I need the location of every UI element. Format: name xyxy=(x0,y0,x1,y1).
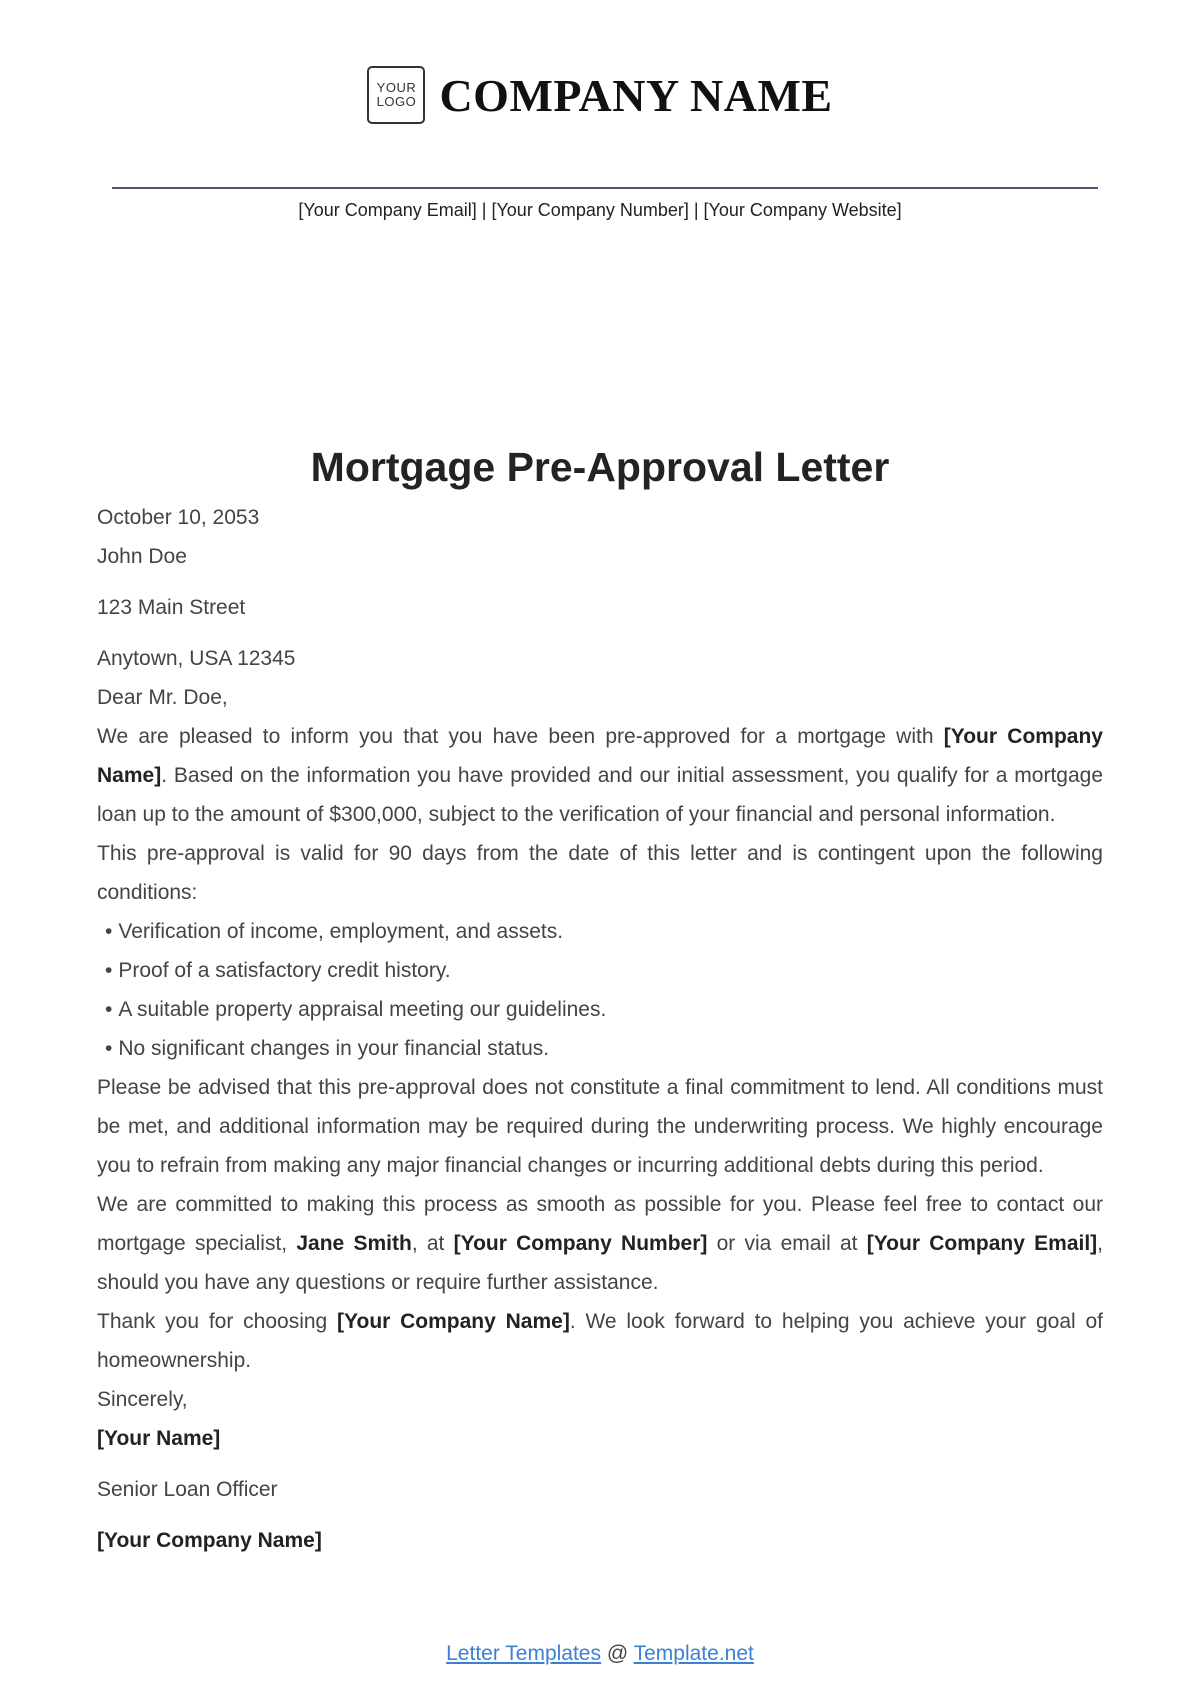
company-email-placeholder: [Your Company Email] xyxy=(866,1232,1098,1255)
list-item: • Proof of a satisfactory credit history. xyxy=(97,951,1103,990)
letter-date: October 10, 2053 xyxy=(97,506,260,529)
company-name: COMPANY NAME xyxy=(439,69,833,121)
paragraph-validity: This pre-approval is valid for 90 days from the date of this letter and is contingent upon the following conditions: xyxy=(97,842,1103,904)
paragraph-contact: We are committed to making this process as smooth as possible for you. Please feel free to contact our mortgage specialist, Jane Smith, at [Your Company Number] or via email at [Your Company Email], should you have any questions or require further assistance. xyxy=(97,1193,1103,1294)
letter-templates-link[interactable]: Letter Templates xyxy=(446,1642,601,1665)
logo-placeholder xyxy=(367,66,425,124)
template-net-link[interactable]: Template.net xyxy=(633,1642,754,1665)
company-name-placeholder: [Your Company Name] xyxy=(97,725,1103,787)
signer-company: [Your Company Name] xyxy=(97,1529,322,1552)
document-title: Mortgage Pre-Approval Letter xyxy=(310,444,890,490)
logo-text-line1: YOUR xyxy=(376,80,417,95)
paragraph-preapproval: We are pleased to inform you that you have been pre-approved for a mortgage with [Your Company Name]. Based on the information you have provided and our initial assessment, you qualify for a mortgage loan up to the amount of $300,000, subject to the verification of your financial and personal information. xyxy=(97,725,1103,826)
list-item: • A suitable property appraisal meeting our guidelines. xyxy=(97,990,1103,1029)
footer-separator: @ xyxy=(601,1642,634,1665)
recipient-name: John Doe xyxy=(97,545,187,568)
recipient-address-line2: Anytown, USA 12345 xyxy=(97,647,296,670)
list-item: • No significant changes in your financial status. xyxy=(97,1029,1103,1068)
list-item: • Verification of income, employment, and assets. xyxy=(97,912,1103,951)
signer-name: [Your Name] xyxy=(97,1427,221,1450)
salutation: Dear Mr. Doe, xyxy=(97,686,228,709)
paragraph-thanks: Thank you for choosing [Your Company Name]. We look forward to helping you achieve your goal of homeownership. xyxy=(97,1310,1103,1372)
company-name-placeholder: [Your Company Name] xyxy=(337,1310,570,1333)
letter-body xyxy=(97,498,1103,1560)
logo-text-line2: LOGO xyxy=(376,94,417,109)
letterhead xyxy=(0,66,1200,124)
company-contact-line: [Your Company Email] | [Your Company Number] | [Your Company Website] xyxy=(298,200,902,220)
company-number-placeholder: [Your Company Number] xyxy=(453,1232,708,1255)
recipient-address-line1: 123 Main Street xyxy=(97,596,246,619)
signer-title: Senior Loan Officer xyxy=(97,1478,278,1501)
specialist-name: Jane Smith xyxy=(296,1232,412,1255)
closing: Sincerely, xyxy=(97,1388,188,1411)
conditions-list xyxy=(97,912,1103,1068)
header-divider xyxy=(112,187,1098,189)
paragraph-advisory: Please be advised that this pre-approval does not constitute a final commitment to lend. All conditions must be met, and additional information may be required during the underwriting process. We highly encourage you to refrain from making any major financial changes or incurring additional debts during this period. xyxy=(97,1076,1103,1177)
footer-attribution xyxy=(0,1642,1200,1666)
